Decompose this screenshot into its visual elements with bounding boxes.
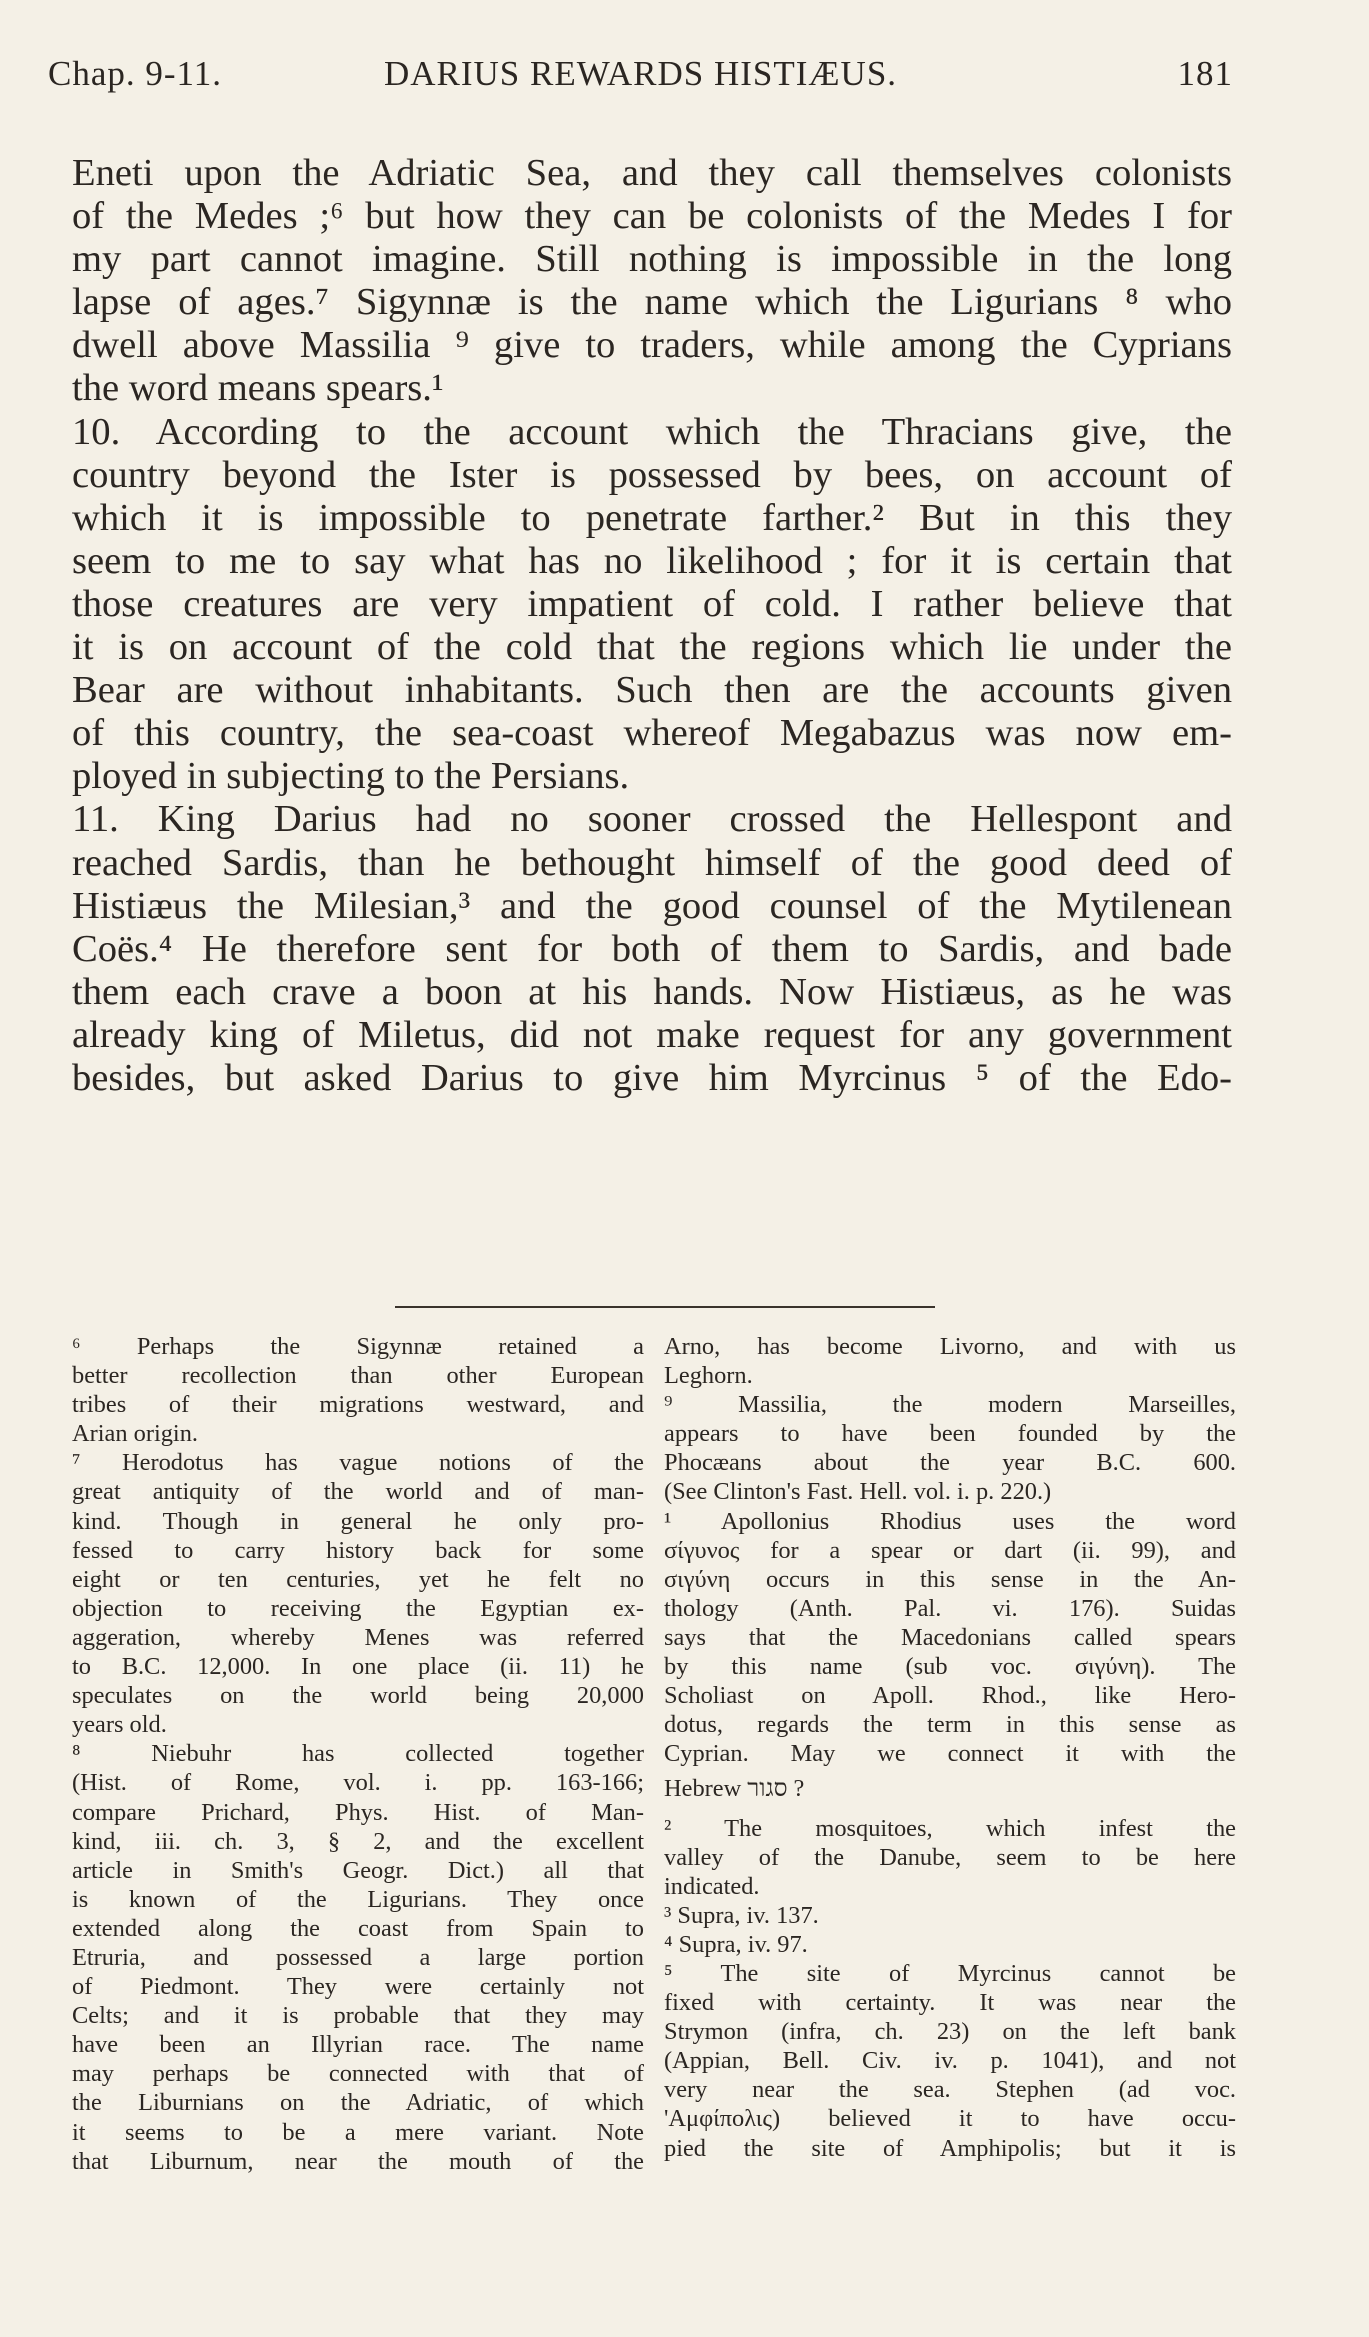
footnote-line: Phocæans about the year B.C. 600. xyxy=(664,1449,1236,1477)
footnote-line: (Hist. of Rome, vol. i. pp. 163-166; xyxy=(72,1769,644,1797)
footnote-line: that Liburnum, near the mouth of the xyxy=(72,2147,644,2175)
text-line: the word means spears.¹ xyxy=(72,367,444,410)
footnote-line: Strymon (infra, ch. 23) on the left bank xyxy=(664,2018,1236,2046)
footnote-line: ⁵ The site of Myrcinus cannot be xyxy=(664,1959,1236,1987)
footnote-line: fessed to carry history back for some xyxy=(72,1536,644,1564)
footnotes-left-column xyxy=(72,1332,644,2176)
footnote-line: fixed with certainty. It was near the xyxy=(664,1989,1236,2017)
text-line: those creatures are very impatient of cold. I rather believe that xyxy=(72,582,1232,625)
page-title: DARIUS REWARDS HISTIÆUS. xyxy=(383,54,898,93)
footnote-line: ² The mosquitoes, which infest the xyxy=(664,1814,1236,1842)
footnote-line: years old. xyxy=(72,1711,167,1739)
footnote-line: aggeration, whereby Menes was referred xyxy=(72,1623,644,1651)
footnote-line: (Appian, Bell. Civ. iv. p. 1041), and not xyxy=(664,2047,1236,2075)
footnote-line: ⁴ Supra, iv. 97. xyxy=(664,1930,808,1958)
main-text xyxy=(72,152,1232,1100)
text-line: 11. King Darius had no sooner crossed the Hellespont and xyxy=(72,798,1232,841)
footnote-line: the Liburnians on the Adriatic, of which xyxy=(72,2089,644,2117)
footnote-line: thology (Anth. Pal. vi. 176). Suidas xyxy=(664,1594,1236,1622)
text-line: of the Medes ;⁶ but how they can be colonists of the Medes I for xyxy=(72,195,1232,238)
footnote-line: appears to have been founded by the xyxy=(664,1420,1236,1448)
footnote-line: Arian origin. xyxy=(72,1420,198,1448)
footnote-gap xyxy=(664,1804,1236,1814)
footnote-line: Leghorn. xyxy=(664,1362,753,1390)
footnote-line: it seems to be a mere variant. Note xyxy=(72,2118,644,2146)
text-line: reached Sardis, than he bethought himself of the good deed of xyxy=(72,841,1232,884)
footnote-line: of Piedmont. They were certainly not xyxy=(72,1973,644,2001)
page-number: 181 xyxy=(1177,54,1233,93)
footnote-line: great antiquity of the world and of man- xyxy=(72,1478,644,1506)
text-line: besides, but asked Darius to give him Myrcinus ⁵ of the Edo- xyxy=(72,1056,1232,1099)
text-line: dwell above Massilia ⁹ give to traders, while among the Cyprians xyxy=(72,324,1232,367)
footnote-line: 'Αμφίπολις) believed it to have occu- xyxy=(664,2105,1236,2133)
text-line: my part cannot imagine. Still nothing is impossible in the long xyxy=(72,238,1232,281)
text-line: ployed in subjecting to the Persians. xyxy=(72,755,630,798)
footnote-line: Etruria, and possessed a large portion xyxy=(72,1943,644,1971)
running-header xyxy=(48,54,1233,104)
footnote-line: Scholiast on Apoll. Rhod., like Hero- xyxy=(664,1682,1236,1710)
footnote-line: extended along the coast from Spain to xyxy=(72,1914,644,1942)
footnote-line: by this name (sub voc. σιγύνη). The xyxy=(664,1653,1236,1681)
text-line: Histiæus the Milesian,³ and the good counsel of the Mytilenean xyxy=(72,884,1232,927)
footnote-line: compare Prichard, Phys. Hist. of Man- xyxy=(72,1798,644,1826)
text-line: lapse of ages.⁷ Sigynnæ is the name which the Ligurians ⁸ who xyxy=(72,281,1232,324)
text-line: Eneti upon the Adriatic Sea, and they call themselves colonists xyxy=(72,152,1232,194)
text-line: Bear are without inhabitants. Such then are the accounts given xyxy=(72,669,1232,712)
footnotes-right-column xyxy=(664,1332,1236,2163)
footnote-line: to B.C. 12,000. In one place (ii. 11) he xyxy=(72,1653,644,1681)
footnote-line: ⁶ Perhaps the Sigynnæ retained a xyxy=(72,1333,644,1360)
footnote-line: (See Clinton's Fast. Hell. vol. i. p. 220.) xyxy=(664,1478,1052,1506)
footnote-line: ⁸ Niebuhr has collected together xyxy=(72,1740,644,1768)
footnote-line: may perhaps be connected with that of xyxy=(72,2060,644,2088)
footnote-line: objection to receiving the Egyptian ex- xyxy=(72,1594,644,1622)
footnote-line: Hebrew סגור ? xyxy=(664,1775,805,1803)
text-line: Coës.⁴ He therefore sent for both of them to Sardis, and bade xyxy=(72,927,1232,970)
text-line: them each crave a boon at his hands. Now Histiæus, as he was xyxy=(72,970,1232,1013)
text-line: of this country, the sea-coast whereof Megabazus was now em- xyxy=(72,712,1232,755)
footnote-line: ⁷ Herodotus has vague notions of the xyxy=(72,1449,644,1477)
text-line: 10. According to the account which the Thracians give, the xyxy=(72,410,1232,453)
footnote-line: dotus, regards the term in this sense as xyxy=(664,1711,1236,1739)
chapter-label: Chap. 9-11. xyxy=(48,54,222,93)
text-line: which it is impossible to penetrate farther.² But in this they xyxy=(72,496,1232,539)
footnote-line: kind, iii. ch. 3, § 2, and the excellent xyxy=(72,1827,644,1855)
footnote-line: article in Smith's Geogr. Dict.) all that xyxy=(72,1856,644,1884)
footnote-line: very near the sea. Stephen (ad voc. xyxy=(664,2076,1236,2104)
footnote-line: pied the site of Amphipolis; but it is xyxy=(664,2134,1236,2162)
footnote-line: σιγύνη occurs in this sense in the An- xyxy=(664,1565,1236,1593)
text-line: country beyond the Ister is possessed by bees, on account of xyxy=(72,453,1232,496)
footnote-line: ³ Supra, iv. 137. xyxy=(664,1901,819,1929)
text-line: it is on account of the cold that the regions which lie under the xyxy=(72,626,1232,669)
footnote-line: eight or ten centuries, yet he felt no xyxy=(72,1565,644,1593)
footnote-line: kind. Though in general he only pro- xyxy=(72,1507,644,1535)
footnote-line: tribes of their migrations westward, and xyxy=(72,1391,644,1419)
footnote-line: Celts; and it is probable that they may xyxy=(72,2002,644,2030)
footnote-line: ⁹ Massilia, the modern Marseilles, xyxy=(664,1391,1236,1419)
footnote-line: ¹ Apollonius Rhodius uses the word xyxy=(664,1507,1236,1535)
footnote-line: valley of the Danube, seem to be here xyxy=(664,1843,1236,1871)
footnote-line: better recollection than other European xyxy=(72,1362,644,1390)
footnote-line: Cyprian. May we connect it with the xyxy=(664,1740,1236,1768)
text-line: seem to me to say what has no likelihood ; for it is certain that xyxy=(72,539,1232,582)
footnote-line: σίγυνος for a spear or dart (ii. 99), and xyxy=(664,1536,1236,1564)
footnote-divider xyxy=(395,1306,935,1308)
footnote-line: have been an Illyrian race. The name xyxy=(72,2031,644,2059)
footnote-line: indicated. xyxy=(664,1872,760,1900)
footnote-line: says that the Macedonians called spears xyxy=(664,1623,1236,1651)
footnote-line: is known of the Ligurians. They once xyxy=(72,1885,644,1913)
footnote-line: speculates on the world being 20,000 xyxy=(72,1682,644,1710)
footnote-line: Arno, has become Livorno, and with us xyxy=(664,1333,1236,1360)
text-line: already king of Miletus, did not make request for any government xyxy=(72,1013,1232,1056)
